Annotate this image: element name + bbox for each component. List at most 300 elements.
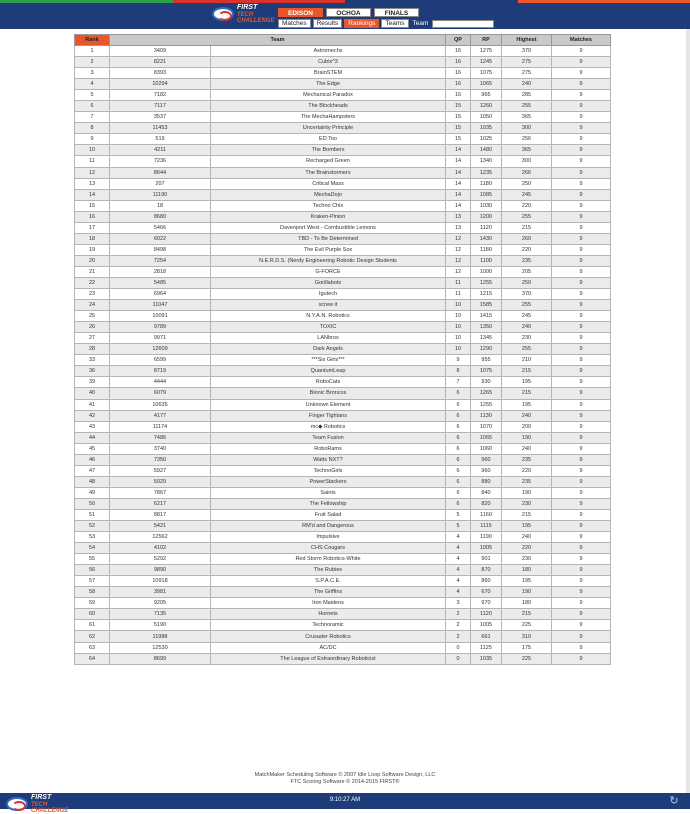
cell-rp: 840 xyxy=(471,487,502,498)
cell-rp: 1190 xyxy=(471,532,502,543)
table-row xyxy=(75,333,611,344)
table-row xyxy=(75,366,611,377)
cell-team-number: 5466 xyxy=(110,222,211,233)
clock: 9:10:27 AM xyxy=(329,797,361,803)
cell-qp: 16 xyxy=(446,57,471,68)
table-row xyxy=(75,222,611,233)
cell-matches: 9 xyxy=(552,543,611,554)
cell-rp: 1480 xyxy=(471,145,502,156)
cell-team-name: Davenport West - Combustible Lemons xyxy=(211,222,446,233)
cell-matches: 9 xyxy=(552,642,611,653)
cell-matches: 9 xyxy=(552,532,611,543)
cell-rank: 2 xyxy=(75,57,110,68)
cell-highest: 240 xyxy=(502,410,552,421)
cell-highest: 195 xyxy=(502,521,552,532)
cell-highest: 250 xyxy=(502,178,552,189)
cell-highest: 220 xyxy=(502,465,552,476)
cell-matches: 9 xyxy=(552,200,611,211)
cell-rank: 3 xyxy=(75,68,110,79)
cell-team-number: 6217 xyxy=(110,498,211,509)
cell-team-name: Recharged Green xyxy=(211,156,446,167)
cell-team-name: ED Too xyxy=(211,134,446,145)
cell-qp: 14 xyxy=(446,156,471,167)
cell-team-name: Gorillabots xyxy=(211,277,446,288)
table-row xyxy=(75,565,611,576)
cell-rp: 1275 xyxy=(471,46,502,57)
cell-rank: 33 xyxy=(75,355,110,366)
cell-rp: 880 xyxy=(471,476,502,487)
cell-rank: 42 xyxy=(75,410,110,421)
logo-line1: FIRST xyxy=(31,794,52,801)
cell-team-number: 519 xyxy=(110,134,211,145)
table-row xyxy=(75,57,611,68)
cell-rank: 36 xyxy=(75,366,110,377)
table-row xyxy=(75,46,611,57)
cell-team-name: Saints xyxy=(211,487,446,498)
cell-team-number: 9971 xyxy=(110,333,211,344)
cell-rp: 1290 xyxy=(471,344,502,355)
table-row xyxy=(75,289,611,300)
scrollbar[interactable] xyxy=(686,29,690,793)
cell-team-name: Crusader Robotics xyxy=(211,631,446,642)
cell-team-name: The MechaHampsters xyxy=(211,112,446,123)
cell-team-name: Team Fusion xyxy=(211,432,446,443)
table-row xyxy=(75,322,611,333)
cell-team-number: 8680 xyxy=(110,211,211,222)
refresh-icon[interactable]: ↻ xyxy=(669,795,679,807)
cell-team-number: 4102 xyxy=(110,543,211,554)
cell-qp: 4 xyxy=(446,565,471,576)
cell-team-number: 10635 xyxy=(110,399,211,410)
cell-team-name: AC/DC xyxy=(211,642,446,653)
cell-team-name: ***Six Girls*** xyxy=(211,355,446,366)
cell-qp: 4 xyxy=(446,587,471,598)
cell-team-number: 12530 xyxy=(110,642,211,653)
table-row xyxy=(75,554,611,565)
cell-team-number: 7182 xyxy=(110,90,211,101)
cell-rank: 19 xyxy=(75,244,110,255)
cell-team-name: TechnoGirls xyxy=(211,465,446,476)
cell-rank: 45 xyxy=(75,443,110,454)
cell-matches: 9 xyxy=(552,289,611,300)
header-rank[interactable]: Rank xyxy=(75,35,110,46)
header-team[interactable]: Team xyxy=(110,35,446,46)
cell-rank: 23 xyxy=(75,289,110,300)
table-row xyxy=(75,355,611,366)
cell-highest: 370 xyxy=(502,289,552,300)
cell-matches: 9 xyxy=(552,211,611,222)
cell-team-name: MechaDojo xyxy=(211,189,446,200)
logo-line2: TECH xyxy=(31,802,48,808)
cell-qp: 5 xyxy=(446,521,471,532)
cell-rank: 4 xyxy=(75,79,110,90)
cell-qp: 6 xyxy=(446,454,471,465)
cell-matches: 9 xyxy=(552,311,611,322)
cell-team-name: Dark Angels xyxy=(211,344,446,355)
cell-highest: 205 xyxy=(502,266,552,277)
cell-highest: 255 xyxy=(502,344,552,355)
cell-highest: 266 xyxy=(502,167,552,178)
table-row xyxy=(75,189,611,200)
cell-qp: 16 xyxy=(446,79,471,90)
cell-rp: 820 xyxy=(471,498,502,509)
header-matches[interactable]: Matches xyxy=(552,35,611,46)
cell-rank: 20 xyxy=(75,255,110,266)
cell-matches: 9 xyxy=(552,410,611,421)
cell-qp: 12 xyxy=(446,244,471,255)
cell-matches: 9 xyxy=(552,189,611,200)
cell-rp: 670 xyxy=(471,587,502,598)
cell-team-name: RM'd and Dangerous xyxy=(211,521,446,532)
tab-rankings[interactable]: Rankings xyxy=(344,19,379,28)
table-row xyxy=(75,377,611,388)
cell-rp: 1065 xyxy=(471,432,502,443)
cell-highest: 365 xyxy=(502,112,552,123)
cell-team-number: 11174 xyxy=(110,421,211,432)
cell-highest: 256 xyxy=(502,134,552,145)
logo-line3: CHALLENGE xyxy=(237,18,275,24)
cell-matches: 9 xyxy=(552,344,611,355)
cell-team-name: TOXIC xyxy=(211,322,446,333)
cell-team-number: 3537 xyxy=(110,112,211,123)
cell-matches: 9 xyxy=(552,145,611,156)
cell-team-name: Finger Tightans xyxy=(211,410,446,421)
cell-rank: 52 xyxy=(75,521,110,532)
cell-rank: 39 xyxy=(75,377,110,388)
cell-rank: 50 xyxy=(75,498,110,509)
cell-matches: 9 xyxy=(552,576,611,587)
table-row xyxy=(75,521,611,532)
cell-team-number: 7486 xyxy=(110,432,211,443)
cell-rank: 62 xyxy=(75,631,110,642)
cell-rank: 5 xyxy=(75,90,110,101)
cell-highest: 190 xyxy=(502,587,552,598)
tab-results[interactable]: Results xyxy=(313,19,343,28)
table-header-row xyxy=(75,35,611,46)
cell-rp: 1115 xyxy=(471,521,502,532)
cell-qp: 10 xyxy=(446,344,471,355)
cell-highest: 235 xyxy=(502,476,552,487)
table-row xyxy=(75,178,611,189)
cell-team-name: CHS Cougars xyxy=(211,543,446,554)
cell-rank: 60 xyxy=(75,609,110,620)
division-tabs xyxy=(278,8,494,17)
cell-highest: 275 xyxy=(502,57,552,68)
cell-team-number: 2818 xyxy=(110,266,211,277)
cell-matches: 9 xyxy=(552,421,611,432)
cell-matches: 9 xyxy=(552,554,611,565)
cell-rank: 13 xyxy=(75,178,110,189)
cell-team-name: screw it xyxy=(211,300,446,311)
team-search-input[interactable] xyxy=(432,20,494,28)
tab-division-edison[interactable]: EDISON xyxy=(278,8,323,17)
cell-rank: 43 xyxy=(75,421,110,432)
tab-division-finals[interactable]: FINALS xyxy=(374,8,419,17)
cell-team-number: 8221 xyxy=(110,57,211,68)
cell-matches: 9 xyxy=(552,653,611,664)
cell-rank: 21 xyxy=(75,266,110,277)
table-row xyxy=(75,620,611,631)
cell-rank: 12 xyxy=(75,167,110,178)
cell-qp: 6 xyxy=(446,443,471,454)
cell-matches: 9 xyxy=(552,266,611,277)
cell-rp: 1430 xyxy=(471,233,502,244)
table-row xyxy=(75,532,611,543)
cell-highest: 235 xyxy=(502,255,552,266)
cell-team-name: BrainSTEM xyxy=(211,68,446,79)
cell-rank: 59 xyxy=(75,598,110,609)
cell-team-name: LANbros xyxy=(211,333,446,344)
cell-rank: 26 xyxy=(75,322,110,333)
cell-team-name: mc◆ Robotics xyxy=(211,421,446,432)
cell-team-name: G-FORCE xyxy=(211,266,446,277)
cell-qp: 15 xyxy=(446,112,471,123)
cell-highest: 245 xyxy=(502,189,552,200)
header-highest[interactable]: Highest xyxy=(502,35,552,46)
cell-rank: 49 xyxy=(75,487,110,498)
cell-rank: 16 xyxy=(75,211,110,222)
cell-matches: 9 xyxy=(552,46,611,57)
cell-rp: 1120 xyxy=(471,222,502,233)
cell-rank: 57 xyxy=(75,576,110,587)
cell-qp: 5 xyxy=(446,509,471,520)
cell-rp: 1235 xyxy=(471,167,502,178)
cell-matches: 9 xyxy=(552,454,611,465)
cell-team-name: The Griffins xyxy=(211,587,446,598)
cell-matches: 9 xyxy=(552,377,611,388)
table-row xyxy=(75,509,611,520)
cell-team-name: Unknown Element xyxy=(211,399,446,410)
table-row xyxy=(75,421,611,432)
table-row xyxy=(75,642,611,653)
cell-rp: 955 xyxy=(471,355,502,366)
cell-rp: 1065 xyxy=(471,79,502,90)
cell-matches: 9 xyxy=(552,112,611,123)
cell-rank: 47 xyxy=(75,465,110,476)
table-row xyxy=(75,631,611,642)
cell-rp: 970 xyxy=(471,598,502,609)
cell-highest: 180 xyxy=(502,598,552,609)
cell-matches: 9 xyxy=(552,498,611,509)
cell-rank: 22 xyxy=(75,277,110,288)
cell-team-name: Astromechs xyxy=(211,46,446,57)
cell-matches: 9 xyxy=(552,443,611,454)
cell-qp: 14 xyxy=(446,145,471,156)
cell-team-name: Mechanical Paradox xyxy=(211,90,446,101)
cell-qp: 11 xyxy=(446,277,471,288)
cell-rank: 64 xyxy=(75,653,110,664)
cell-team-name: N.Y.A.N. Robotics xyxy=(211,311,446,322)
cell-qp: 10 xyxy=(446,311,471,322)
cell-qp: 16 xyxy=(446,90,471,101)
cell-qp: 15 xyxy=(446,101,471,112)
cell-team-name: The Bombers xyxy=(211,145,446,156)
cell-team-name: Critical Mass xyxy=(211,178,446,189)
table-row xyxy=(75,487,611,498)
cell-rp: 960 xyxy=(471,465,502,476)
cell-rp: 1050 xyxy=(471,112,502,123)
cell-qp: 11 xyxy=(446,289,471,300)
cell-team-number: 6079 xyxy=(110,388,211,399)
cell-team-number: 3740 xyxy=(110,443,211,454)
cell-highest: 220 xyxy=(502,543,552,554)
table-row xyxy=(75,344,611,355)
cell-qp: 2 xyxy=(446,620,471,631)
cell-team-name: Bionic Broncos xyxy=(211,388,446,399)
cell-team-number: 7867 xyxy=(110,487,211,498)
cell-highest: 220 xyxy=(502,200,552,211)
cell-team-number: 4177 xyxy=(110,410,211,421)
cell-team-number: 4211 xyxy=(110,145,211,156)
logo-line1: FIRST xyxy=(237,4,258,11)
table-row xyxy=(75,156,611,167)
cell-qp: 12 xyxy=(446,233,471,244)
cell-rank: 1 xyxy=(75,46,110,57)
cell-rp: 1025 xyxy=(471,134,502,145)
cell-rank: 41 xyxy=(75,399,110,410)
cell-matches: 9 xyxy=(552,322,611,333)
cell-highest: 195 xyxy=(502,399,552,410)
cell-matches: 9 xyxy=(552,388,611,399)
cell-highest: 260 xyxy=(502,233,552,244)
cell-rp: 1000 xyxy=(471,266,502,277)
cell-highest: 235 xyxy=(502,454,552,465)
cell-rp: 1125 xyxy=(471,642,502,653)
cell-highest: 365 xyxy=(502,145,552,156)
cell-rank: 9 xyxy=(75,134,110,145)
cell-qp: 0 xyxy=(446,653,471,664)
cell-qp: 10 xyxy=(446,333,471,344)
cell-rp: 965 xyxy=(471,90,502,101)
cell-rp: 960 xyxy=(471,454,502,465)
cell-rp: 1005 xyxy=(471,543,502,554)
cell-rank: 44 xyxy=(75,432,110,443)
table-row xyxy=(75,167,611,178)
table-row xyxy=(75,90,611,101)
table-row xyxy=(75,476,611,487)
cell-highest: 240 xyxy=(502,79,552,90)
cell-rank: 8 xyxy=(75,123,110,134)
cell-team-name: The Evil Purple Sox xyxy=(211,244,446,255)
cell-team-name: The League of Extraordinary Roboticist xyxy=(211,653,446,664)
cell-matches: 9 xyxy=(552,123,611,134)
table-row xyxy=(75,653,611,664)
table-row xyxy=(75,443,611,454)
cell-highest: 195 xyxy=(502,576,552,587)
table-row xyxy=(75,465,611,476)
tab-division-ochoa[interactable]: OCHOA xyxy=(326,8,371,17)
table-row xyxy=(75,244,611,255)
cell-rp: 1200 xyxy=(471,211,502,222)
cell-rp: 1215 xyxy=(471,289,502,300)
cell-rp: 1180 xyxy=(471,244,502,255)
logo-line3: CHALLENGE xyxy=(31,808,69,814)
cell-qp: 6 xyxy=(446,421,471,432)
table-row xyxy=(75,134,611,145)
cell-highest: 250 xyxy=(502,277,552,288)
cell-qp: 4 xyxy=(446,543,471,554)
cell-highest: 245 xyxy=(502,311,552,322)
footer-copyright-scoring: FTC Scoring Software © 2014-2015 FIRST® xyxy=(290,779,400,785)
rankings-table xyxy=(74,34,610,665)
tab-teams[interactable]: Teams xyxy=(381,19,408,28)
table-row xyxy=(75,266,611,277)
cell-team-number: 9205 xyxy=(110,598,211,609)
cell-team-name: Techno Chix xyxy=(211,200,446,211)
cell-team-name: The Brainstormers xyxy=(211,167,446,178)
cell-team-name: The Rubies xyxy=(211,565,446,576)
cell-rp: 1085 xyxy=(471,189,502,200)
cell-highest: 200 xyxy=(502,421,552,432)
cell-team-number: 7350 xyxy=(110,454,211,465)
cell-team-number: 12562 xyxy=(110,532,211,543)
header-qp[interactable]: QP xyxy=(446,35,471,46)
cell-rp: 870 xyxy=(471,565,502,576)
navigation xyxy=(278,8,494,30)
cell-highest: 225 xyxy=(502,653,552,664)
tab-matches[interactable]: Matches xyxy=(278,19,311,28)
cell-team-number: 10091 xyxy=(110,311,211,322)
cell-rp: 1160 xyxy=(471,509,502,520)
cell-rp: 1345 xyxy=(471,333,502,344)
cell-team-number: 8719 xyxy=(110,366,211,377)
cell-qp: 2 xyxy=(446,609,471,620)
cell-highest: 285 xyxy=(502,90,552,101)
header-rp[interactable]: RP xyxy=(471,35,502,46)
table-row xyxy=(75,233,611,244)
cell-rank: 63 xyxy=(75,642,110,653)
cell-matches: 9 xyxy=(552,565,611,576)
cell-team-number: 12609 xyxy=(110,344,211,355)
footer xyxy=(0,772,690,786)
cell-rp: 1030 xyxy=(471,200,502,211)
cell-team-number: 5421 xyxy=(110,521,211,532)
cell-team-number: 5927 xyxy=(110,465,211,476)
cell-team-name: QuantumLeap xyxy=(211,366,446,377)
cell-rank: 24 xyxy=(75,300,110,311)
cell-qp: 6 xyxy=(446,476,471,487)
cell-rp: 661 xyxy=(471,631,502,642)
cell-rp: 901 xyxy=(471,554,502,565)
cell-qp: 14 xyxy=(446,189,471,200)
cell-matches: 9 xyxy=(552,487,611,498)
cell-team-number: 4444 xyxy=(110,377,211,388)
cell-matches: 9 xyxy=(552,587,611,598)
cell-qp: 15 xyxy=(446,123,471,134)
cell-rank: 51 xyxy=(75,509,110,520)
cell-matches: 9 xyxy=(552,233,611,244)
cell-rank: 28 xyxy=(75,344,110,355)
table-row xyxy=(75,410,611,421)
logo-line2: TECH xyxy=(237,12,254,18)
cell-team-number: 7236 xyxy=(110,156,211,167)
cell-team-name: Kraken-Pinion xyxy=(211,211,446,222)
cell-team-name: Igutech xyxy=(211,289,446,300)
cell-highest: 255 xyxy=(502,211,552,222)
cell-highest: 275 xyxy=(502,68,552,79)
cell-matches: 9 xyxy=(552,244,611,255)
cell-rp: 1100 xyxy=(471,255,502,266)
table-row xyxy=(75,277,611,288)
cell-rank: 56 xyxy=(75,565,110,576)
cell-qp: 14 xyxy=(446,178,471,189)
cell-qp: 6 xyxy=(446,432,471,443)
cell-qp: 8 xyxy=(446,366,471,377)
table-row xyxy=(75,498,611,509)
cell-matches: 9 xyxy=(552,277,611,288)
cell-team-name: The Fellowship xyxy=(211,498,446,509)
table-row xyxy=(75,388,611,399)
